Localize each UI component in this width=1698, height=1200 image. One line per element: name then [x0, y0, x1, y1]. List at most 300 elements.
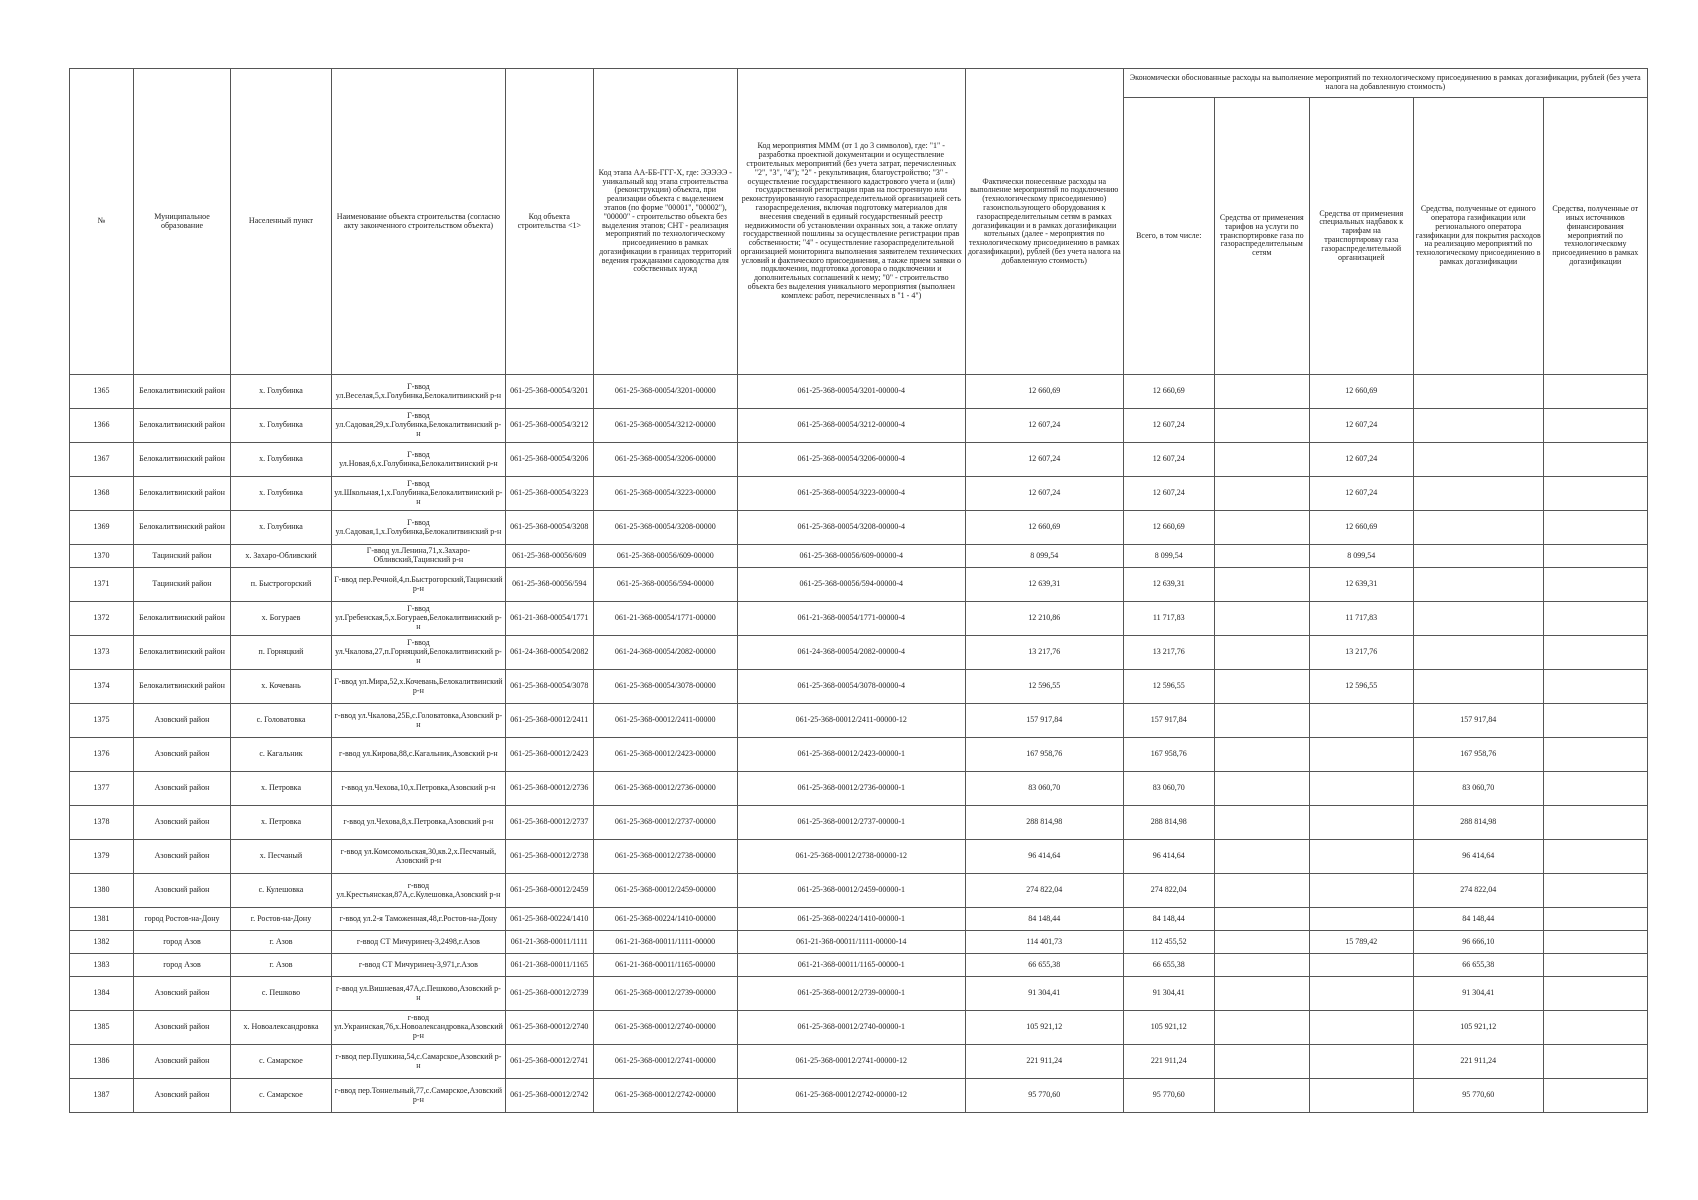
header-total: Всего, в том числе:: [1123, 98, 1214, 375]
table-row: [70, 511, 1648, 545]
row-object-code: 061-25-368-00054/3206: [505, 443, 593, 477]
row-object-code: 061-25-368-00054/3223: [505, 477, 593, 511]
row-municipality: Азовский район: [134, 772, 231, 806]
row-tariff-funds: [1214, 1011, 1309, 1045]
row-stage-code: 061-25-368-00012/2740-00000: [593, 1011, 737, 1045]
row-settlement: с. Кагальник: [231, 738, 332, 772]
row-event-code: 061-21-368-00011/1165-00000-1: [737, 954, 965, 977]
row-num: 1367: [70, 443, 134, 477]
row-object-name: г-ввод ул.Чкалова,25Б,с.Головатовка,Азовский р-н: [332, 704, 506, 738]
row-other-sources: [1543, 954, 1647, 977]
row-operator-funds: 91 304,41: [1413, 977, 1543, 1011]
row-total: 11 717,83: [1123, 602, 1214, 636]
table-row: [70, 375, 1648, 409]
row-object-name: г-ввод ул.Комсомольская,30,кв.2,х.Песчаный, Азовский р-н: [332, 840, 506, 874]
header-object-code: Код объекта строительства <1>: [505, 69, 593, 375]
row-settlement: х. Новоалександровка: [231, 1011, 332, 1045]
row-other-sources: [1543, 772, 1647, 806]
row-actual-costs: 12 596,55: [965, 670, 1123, 704]
row-actual-costs: 83 060,70: [965, 772, 1123, 806]
row-object-name: г-ввод ул.Украинская,76,х.Новоалександровка,Азовский р-н: [332, 1011, 506, 1045]
table-row: [70, 477, 1648, 511]
row-tariff-funds: [1214, 636, 1309, 670]
table-body: [70, 375, 1648, 1113]
row-stage-code: 061-25-368-00056/594-00000: [593, 568, 737, 602]
row-num: 1365: [70, 375, 134, 409]
row-special-surcharge: [1309, 772, 1413, 806]
row-stage-code: 061-25-368-00012/2459-00000: [593, 874, 737, 908]
row-municipality: Белокалитвинский район: [134, 602, 231, 636]
row-object-code: 061-25-368-00012/2737: [505, 806, 593, 840]
row-num: 1380: [70, 874, 134, 908]
header-special-surcharge: Средства от применения специальных надбавок к тарифам на транспортировку газа газораспределительной организацией: [1309, 98, 1413, 375]
row-special-surcharge: 12 596,55: [1309, 670, 1413, 704]
row-settlement: х. Голубинка: [231, 375, 332, 409]
row-special-surcharge: [1309, 1079, 1413, 1113]
row-other-sources: [1543, 568, 1647, 602]
row-object-code: 061-25-368-00012/2459: [505, 874, 593, 908]
row-num: 1387: [70, 1079, 134, 1113]
row-other-sources: [1543, 409, 1647, 443]
row-stage-code: 061-25-368-00054/3206-00000: [593, 443, 737, 477]
row-actual-costs: 84 148,44: [965, 908, 1123, 931]
row-event-code: 061-25-368-00012/2411-00000-12: [737, 704, 965, 738]
row-settlement: х. Голубинка: [231, 477, 332, 511]
row-event-code: 061-25-368-00054/3212-00000-4: [737, 409, 965, 443]
row-operator-funds: [1413, 375, 1543, 409]
row-num: 1377: [70, 772, 134, 806]
row-object-code: 061-21-368-00011/1111: [505, 931, 593, 954]
row-tariff-funds: [1214, 568, 1309, 602]
row-operator-funds: [1413, 443, 1543, 477]
row-object-name: Г-ввод ул.Новая,6,х.Голубинка,Белокалитвинский р-н: [332, 443, 506, 477]
row-municipality: Азовский район: [134, 1011, 231, 1045]
row-special-surcharge: 8 099,54: [1309, 545, 1413, 568]
table-row: [70, 874, 1648, 908]
row-object-code: 061-25-368-00012/2736: [505, 772, 593, 806]
row-tariff-funds: [1214, 1045, 1309, 1079]
row-total: 96 414,64: [1123, 840, 1214, 874]
row-tariff-funds: [1214, 806, 1309, 840]
row-operator-funds: [1413, 636, 1543, 670]
row-num: 1381: [70, 908, 134, 931]
row-object-code: 061-25-368-00056/594: [505, 568, 593, 602]
row-municipality: Белокалитвинский район: [134, 409, 231, 443]
row-settlement: п. Быстрогорский: [231, 568, 332, 602]
row-actual-costs: 12 660,69: [965, 511, 1123, 545]
row-event-code: 061-25-368-00012/2740-00000-1: [737, 1011, 965, 1045]
header-tariff-funds: Средства от применения тарифов на услуги по транспортировке газа по газораспределительным сетям: [1214, 98, 1309, 375]
header-num: №: [70, 69, 134, 375]
row-object-name: Г-ввод ул.Мира,52,х.Кочевань,Белокалитвинский р-н: [332, 670, 506, 704]
row-actual-costs: 12 660,69: [965, 375, 1123, 409]
row-num: 1382: [70, 931, 134, 954]
row-object-name: Г-ввод ул.Чкалова,27,п.Горняцкий,Белокалитвинский р-н: [332, 636, 506, 670]
row-municipality: Белокалитвинский район: [134, 443, 231, 477]
row-special-surcharge: 15 789,42: [1309, 931, 1413, 954]
row-actual-costs: 12 210,86: [965, 602, 1123, 636]
row-municipality: Белокалитвинский район: [134, 636, 231, 670]
row-municipality: Азовский район: [134, 1079, 231, 1113]
row-total: 8 099,54: [1123, 545, 1214, 568]
row-special-surcharge: 12 607,24: [1309, 409, 1413, 443]
row-event-code: 061-25-368-00054/3223-00000-4: [737, 477, 965, 511]
row-tariff-funds: [1214, 954, 1309, 977]
row-tariff-funds: [1214, 545, 1309, 568]
row-special-surcharge: [1309, 840, 1413, 874]
row-event-code: 061-25-368-00054/3078-00000-4: [737, 670, 965, 704]
row-num: 1372: [70, 602, 134, 636]
row-municipality: Тацинский район: [134, 545, 231, 568]
table-header: [70, 69, 1648, 375]
row-stage-code: 061-25-368-00054/3078-00000: [593, 670, 737, 704]
row-object-code: 061-21-368-00054/1771: [505, 602, 593, 636]
row-object-name: Г-ввод ул.Садовая,29,х.Голубинка,Белокалитвинский р-н: [332, 409, 506, 443]
row-total: 83 060,70: [1123, 772, 1214, 806]
row-operator-funds: 274 822,04: [1413, 874, 1543, 908]
row-total: 66 655,38: [1123, 954, 1214, 977]
row-object-code: 061-25-368-00054/3201: [505, 375, 593, 409]
row-stage-code: 061-25-368-00054/3201-00000: [593, 375, 737, 409]
row-special-surcharge: [1309, 977, 1413, 1011]
row-event-code: 061-25-368-00012/2459-00000-1: [737, 874, 965, 908]
row-stage-code: 061-25-368-00012/2411-00000: [593, 704, 737, 738]
row-municipality: Азовский район: [134, 1045, 231, 1079]
row-tariff-funds: [1214, 1079, 1309, 1113]
row-num: 1374: [70, 670, 134, 704]
row-municipality: город Азов: [134, 954, 231, 977]
row-stage-code: 061-25-368-00012/2736-00000: [593, 772, 737, 806]
row-object-name: г-ввод ул.Чехова,10,х.Петровка,Азовский р-н: [332, 772, 506, 806]
row-other-sources: [1543, 602, 1647, 636]
row-stage-code: 061-25-368-00012/2737-00000: [593, 806, 737, 840]
row-actual-costs: 105 921,12: [965, 1011, 1123, 1045]
row-object-name: г-ввод ул.2-я Таможенная,48,г.Ростов-на-Дону: [332, 908, 506, 931]
row-event-code: 061-25-368-00012/2738-00000-12: [737, 840, 965, 874]
header-stage-code: Код этапа АА-ББ-ГГГ-Х, где: ЭЭЭЭЭ - уникальный код этапа строительства (реконструкции) объекта, при реализации объекта с выделением этапов (по форме "00001", "00002"), "00000" - строительство объекта без выделения этапов; СНТ - реализация мероприятий по технологическому присоединению в рамках догазификации в границах территорий ведения гражданами садоводства для собственных нужд: [593, 69, 737, 375]
row-other-sources: [1543, 443, 1647, 477]
row-num: 1370: [70, 545, 134, 568]
row-tariff-funds: [1214, 931, 1309, 954]
row-special-surcharge: 11 717,83: [1309, 602, 1413, 636]
row-tariff-funds: [1214, 704, 1309, 738]
row-special-surcharge: [1309, 806, 1413, 840]
row-object-code: 061-25-368-00012/2411: [505, 704, 593, 738]
row-stage-code: 061-25-368-00056/609-00000: [593, 545, 737, 568]
row-operator-funds: 96 414,64: [1413, 840, 1543, 874]
row-special-surcharge: [1309, 874, 1413, 908]
row-total: 12 607,24: [1123, 409, 1214, 443]
row-object-name: Г-ввод пер.Речной,4,п.Быстрогорский,Тацинский р-н: [332, 568, 506, 602]
row-total: 91 304,41: [1123, 977, 1214, 1011]
table-row: [70, 1045, 1648, 1079]
row-settlement: х. Богураев: [231, 602, 332, 636]
row-special-surcharge: [1309, 738, 1413, 772]
row-special-surcharge: [1309, 908, 1413, 931]
table-row: [70, 545, 1648, 568]
row-object-name: г-ввод пер.Тоннельный,77,с.Самарское,Азовский р-н: [332, 1079, 506, 1113]
row-other-sources: [1543, 977, 1647, 1011]
row-settlement: х. Голубинка: [231, 443, 332, 477]
row-stage-code: 061-25-368-00054/3212-00000: [593, 409, 737, 443]
row-actual-costs: 95 770,60: [965, 1079, 1123, 1113]
table-row: [70, 409, 1648, 443]
row-tariff-funds: [1214, 908, 1309, 931]
row-actual-costs: 91 304,41: [965, 977, 1123, 1011]
row-operator-funds: 288 814,98: [1413, 806, 1543, 840]
row-settlement: х. Голубинка: [231, 409, 332, 443]
row-operator-funds: 95 770,60: [1413, 1079, 1543, 1113]
row-num: 1384: [70, 977, 134, 1011]
row-settlement: г. Азов: [231, 954, 332, 977]
row-special-surcharge: 13 217,76: [1309, 636, 1413, 670]
row-stage-code: 061-21-368-00011/1165-00000: [593, 954, 737, 977]
row-event-code: 061-25-368-00012/2736-00000-1: [737, 772, 965, 806]
header-event-code: Код мероприятия МММ (от 1 до 3 символов), где: "1" - разработка проектной документации и осуществление строительных мероприятий (без учета затрат, перечисленных "2", "3", "4"); "2" - рекультивация, благоустройство; "3" - осуществление государственного кадастрового учета и (или) государственной регистрации прав на построенную или реконструированную газораспределительной организацией сеть газораспределения, включая подготовку материалов для внесения сведений в единый государственный реестр недвижимости об установлении охранных зон, а также оплату государственной пошлины за осуществление регистрации прав собственности; "4" - осуществление газораспределительной организацией мониторинга выполнения заявителем технических условий и фактического присоединения, а также прием заявки о подключении, подготовка договора о подключении и дополнительных соглашений к нему; "0" - строительство объекта без выделения уникального мероприятия (выполнен комплекс работ, перечисленных в "1 - 4"): [737, 69, 965, 375]
row-stage-code: 061-25-368-00012/2738-00000: [593, 840, 737, 874]
row-actual-costs: 96 414,64: [965, 840, 1123, 874]
row-total: 12 660,69: [1123, 375, 1214, 409]
header-municipality: Муниципальное образование: [134, 69, 231, 375]
row-municipality: Тацинский район: [134, 568, 231, 602]
row-settlement: с. Пешково: [231, 977, 332, 1011]
row-stage-code: 061-24-368-00054/2082-00000: [593, 636, 737, 670]
row-actual-costs: 12 607,24: [965, 477, 1123, 511]
row-object-code: 061-25-368-00224/1410: [505, 908, 593, 931]
report-table: [69, 68, 1648, 1113]
row-other-sources: [1543, 908, 1647, 931]
row-operator-funds: 157 917,84: [1413, 704, 1543, 738]
row-special-surcharge: 12 660,69: [1309, 375, 1413, 409]
row-operator-funds: [1413, 511, 1543, 545]
row-event-code: 061-25-368-00224/1410-00000-1: [737, 908, 965, 931]
row-municipality: Азовский район: [134, 840, 231, 874]
row-object-name: г-ввод пер.Пушкина,54,с.Самарское,Азовский р-н: [332, 1045, 506, 1079]
row-total: 167 958,76: [1123, 738, 1214, 772]
row-other-sources: [1543, 1011, 1647, 1045]
row-tariff-funds: [1214, 670, 1309, 704]
table-row: [70, 602, 1648, 636]
row-event-code: 061-21-368-00011/1111-00000-14: [737, 931, 965, 954]
row-actual-costs: 221 911,24: [965, 1045, 1123, 1079]
row-settlement: с. Кулешовка: [231, 874, 332, 908]
row-object-code: 061-25-368-00054/3078: [505, 670, 593, 704]
row-operator-funds: [1413, 409, 1543, 443]
row-event-code: 061-25-368-00012/2423-00000-1: [737, 738, 965, 772]
row-actual-costs: 13 217,76: [965, 636, 1123, 670]
row-settlement: х. Кочевань: [231, 670, 332, 704]
table-row: [70, 1011, 1648, 1045]
row-total: 12 639,31: [1123, 568, 1214, 602]
table-row: [70, 738, 1648, 772]
row-object-name: г-ввод СТ Мичуринец-3,971,г.Азов: [332, 954, 506, 977]
row-tariff-funds: [1214, 375, 1309, 409]
row-event-code: 061-25-368-00012/2742-00000-12: [737, 1079, 965, 1113]
table-row: [70, 636, 1648, 670]
row-actual-costs: 157 917,84: [965, 704, 1123, 738]
row-total: 13 217,76: [1123, 636, 1214, 670]
row-event-code: 061-25-368-00012/2741-00000-12: [737, 1045, 965, 1079]
row-object-code: 061-25-368-00054/3212: [505, 409, 593, 443]
table-row: [70, 954, 1648, 977]
row-tariff-funds: [1214, 443, 1309, 477]
row-municipality: Белокалитвинский район: [134, 511, 231, 545]
header-object-name: Наименование объекта строительства (согласно акту законченного строительством объекта): [332, 69, 506, 375]
report-document: [69, 68, 1648, 1113]
row-operator-funds: [1413, 568, 1543, 602]
table-row: [70, 704, 1648, 738]
row-other-sources: [1543, 840, 1647, 874]
table-row: [70, 670, 1648, 704]
row-event-code: 061-25-368-00054/3206-00000-4: [737, 443, 965, 477]
row-settlement: х. Захаро-Обливский: [231, 545, 332, 568]
header-econ-group: Экономически обоснованные расходы на выполнение мероприятий по технологическому присоединению в рамках догазификации, рублей (без учета налога на добавленную стоимость): [1123, 69, 1647, 98]
row-object-code: 061-24-368-00054/2082: [505, 636, 593, 670]
row-special-surcharge: [1309, 1045, 1413, 1079]
row-stage-code: 061-25-368-00224/1410-00000: [593, 908, 737, 931]
header-actual-costs: Фактически понесенные расходы на выполнение мероприятий по подключению (технологическому присоединению) газоиспользующего оборудования к газораспределительным сетям в рамках догазификации и в рамках догазификации котельных (далее - мероприятия по технологическому присоединению в рамках догазификации), рублей (без учета налога на добавленную стоимость): [965, 69, 1123, 375]
row-num: 1385: [70, 1011, 134, 1045]
row-tariff-funds: [1214, 602, 1309, 636]
row-special-surcharge: 12 607,24: [1309, 477, 1413, 511]
row-operator-funds: 221 911,24: [1413, 1045, 1543, 1079]
row-num: 1376: [70, 738, 134, 772]
row-tariff-funds: [1214, 477, 1309, 511]
row-stage-code: 061-21-368-00054/1771-00000: [593, 602, 737, 636]
row-num: 1386: [70, 1045, 134, 1079]
row-other-sources: [1543, 704, 1647, 738]
row-object-code: 061-25-368-00012/2739: [505, 977, 593, 1011]
row-stage-code: 061-25-368-00012/2742-00000: [593, 1079, 737, 1113]
row-object-code: 061-25-368-00056/609: [505, 545, 593, 568]
header-settlement: Населенный пункт: [231, 69, 332, 375]
row-object-code: 061-25-368-00012/2742: [505, 1079, 593, 1113]
row-operator-funds: 96 666,10: [1413, 931, 1543, 954]
row-operator-funds: 66 655,38: [1413, 954, 1543, 977]
table-row: [70, 1079, 1648, 1113]
header-operator-funds: Средства, полученные от единого оператора газификации или регионального оператора газификации для покрытия расходов на реализацию мероприятий по технологическому присоединению в рамках догазификации: [1413, 98, 1543, 375]
row-special-surcharge: 12 639,31: [1309, 568, 1413, 602]
table-row: [70, 840, 1648, 874]
row-settlement: х. Петровка: [231, 806, 332, 840]
row-num: 1368: [70, 477, 134, 511]
row-stage-code: 061-25-368-00054/3208-00000: [593, 511, 737, 545]
row-other-sources: [1543, 1079, 1647, 1113]
row-event-code: 061-25-368-00056/609-00000-4: [737, 545, 965, 568]
row-object-name: Г-ввод ул.Садовая,1,х.Голубинка,Белокалитвинский р-н: [332, 511, 506, 545]
row-other-sources: [1543, 806, 1647, 840]
row-object-code: 061-25-368-00012/2740: [505, 1011, 593, 1045]
row-operator-funds: [1413, 477, 1543, 511]
row-municipality: город Ростов-на-Дону: [134, 908, 231, 931]
row-tariff-funds: [1214, 409, 1309, 443]
row-settlement: х. Песчаный: [231, 840, 332, 874]
row-special-surcharge: [1309, 1011, 1413, 1045]
row-actual-costs: 12 607,24: [965, 409, 1123, 443]
row-object-name: Г-ввод ул.Школьная,1,х.Голубинка,Белокалитвинский р-н: [332, 477, 506, 511]
row-municipality: Белокалитвинский район: [134, 477, 231, 511]
row-event-code: 061-21-368-00054/1771-00000-4: [737, 602, 965, 636]
row-stage-code: 061-21-368-00011/1111-00000: [593, 931, 737, 954]
row-stage-code: 061-25-368-00012/2423-00000: [593, 738, 737, 772]
row-stage-code: 061-25-368-00012/2741-00000: [593, 1045, 737, 1079]
row-object-code: 061-25-368-00054/3208: [505, 511, 593, 545]
row-settlement: п. Горняцкий: [231, 636, 332, 670]
row-object-code: 061-25-368-00012/2741: [505, 1045, 593, 1079]
row-municipality: Азовский район: [134, 738, 231, 772]
row-object-name: г-ввод ул.Кирова,88,с.Кагальник,Азовский р-н: [332, 738, 506, 772]
row-actual-costs: 66 655,38: [965, 954, 1123, 977]
row-actual-costs: 8 099,54: [965, 545, 1123, 568]
row-total: 95 770,60: [1123, 1079, 1214, 1113]
row-municipality: Белокалитвинский район: [134, 375, 231, 409]
table-row: [70, 443, 1648, 477]
row-other-sources: [1543, 477, 1647, 511]
row-other-sources: [1543, 545, 1647, 568]
row-settlement: с. Самарское: [231, 1079, 332, 1113]
row-total: 274 822,04: [1123, 874, 1214, 908]
row-other-sources: [1543, 1045, 1647, 1079]
table-row: [70, 908, 1648, 931]
row-settlement: г. Азов: [231, 931, 332, 954]
row-total: 12 607,24: [1123, 477, 1214, 511]
row-special-surcharge: [1309, 704, 1413, 738]
row-actual-costs: 12 639,31: [965, 568, 1123, 602]
row-stage-code: 061-25-368-00012/2739-00000: [593, 977, 737, 1011]
table-row: [70, 806, 1648, 840]
row-object-name: г-ввод СТ Мичуринец-3,2498,г.Азов: [332, 931, 506, 954]
row-num: 1373: [70, 636, 134, 670]
row-settlement: х. Голубинка: [231, 511, 332, 545]
row-total: 221 911,24: [1123, 1045, 1214, 1079]
row-municipality: Азовский район: [134, 874, 231, 908]
table-row: [70, 568, 1648, 602]
row-num: 1366: [70, 409, 134, 443]
row-municipality: город Азов: [134, 931, 231, 954]
row-actual-costs: 114 401,73: [965, 931, 1123, 954]
row-total: 84 148,44: [1123, 908, 1214, 931]
row-other-sources: [1543, 738, 1647, 772]
row-special-surcharge: 12 660,69: [1309, 511, 1413, 545]
row-object-name: г-ввод ул.Вишневая,47А,с.Пешково,Азовский р-н: [332, 977, 506, 1011]
row-other-sources: [1543, 511, 1647, 545]
row-event-code: 061-25-368-00012/2737-00000-1: [737, 806, 965, 840]
row-operator-funds: 84 148,44: [1413, 908, 1543, 931]
row-tariff-funds: [1214, 977, 1309, 1011]
header-other-sources: Средства, полученные от иных источников финансирования мероприятий по технологическому присоединению в рамках догазификации: [1543, 98, 1647, 375]
row-settlement: с. Головатовка: [231, 704, 332, 738]
row-event-code: 061-25-368-00054/3201-00000-4: [737, 375, 965, 409]
row-object-name: г-ввод ул.Крестьянская,87А,с.Кулешовка,Азовский р-н: [332, 874, 506, 908]
row-total: 12 660,69: [1123, 511, 1214, 545]
row-event-code: 061-25-368-00012/2739-00000-1: [737, 977, 965, 1011]
row-tariff-funds: [1214, 874, 1309, 908]
table-row: [70, 772, 1648, 806]
row-total: 12 607,24: [1123, 443, 1214, 477]
row-tariff-funds: [1214, 738, 1309, 772]
row-total: 12 596,55: [1123, 670, 1214, 704]
row-object-name: г-ввод ул.Чехова,8,х.Петровка,Азовский р-н: [332, 806, 506, 840]
row-other-sources: [1543, 931, 1647, 954]
row-special-surcharge: 12 607,24: [1309, 443, 1413, 477]
row-settlement: с. Самарское: [231, 1045, 332, 1079]
row-settlement: х. Петровка: [231, 772, 332, 806]
row-object-code: 061-25-368-00012/2423: [505, 738, 593, 772]
row-num: 1371: [70, 568, 134, 602]
row-other-sources: [1543, 375, 1647, 409]
row-municipality: Белокалитвинский район: [134, 670, 231, 704]
row-actual-costs: 167 958,76: [965, 738, 1123, 772]
